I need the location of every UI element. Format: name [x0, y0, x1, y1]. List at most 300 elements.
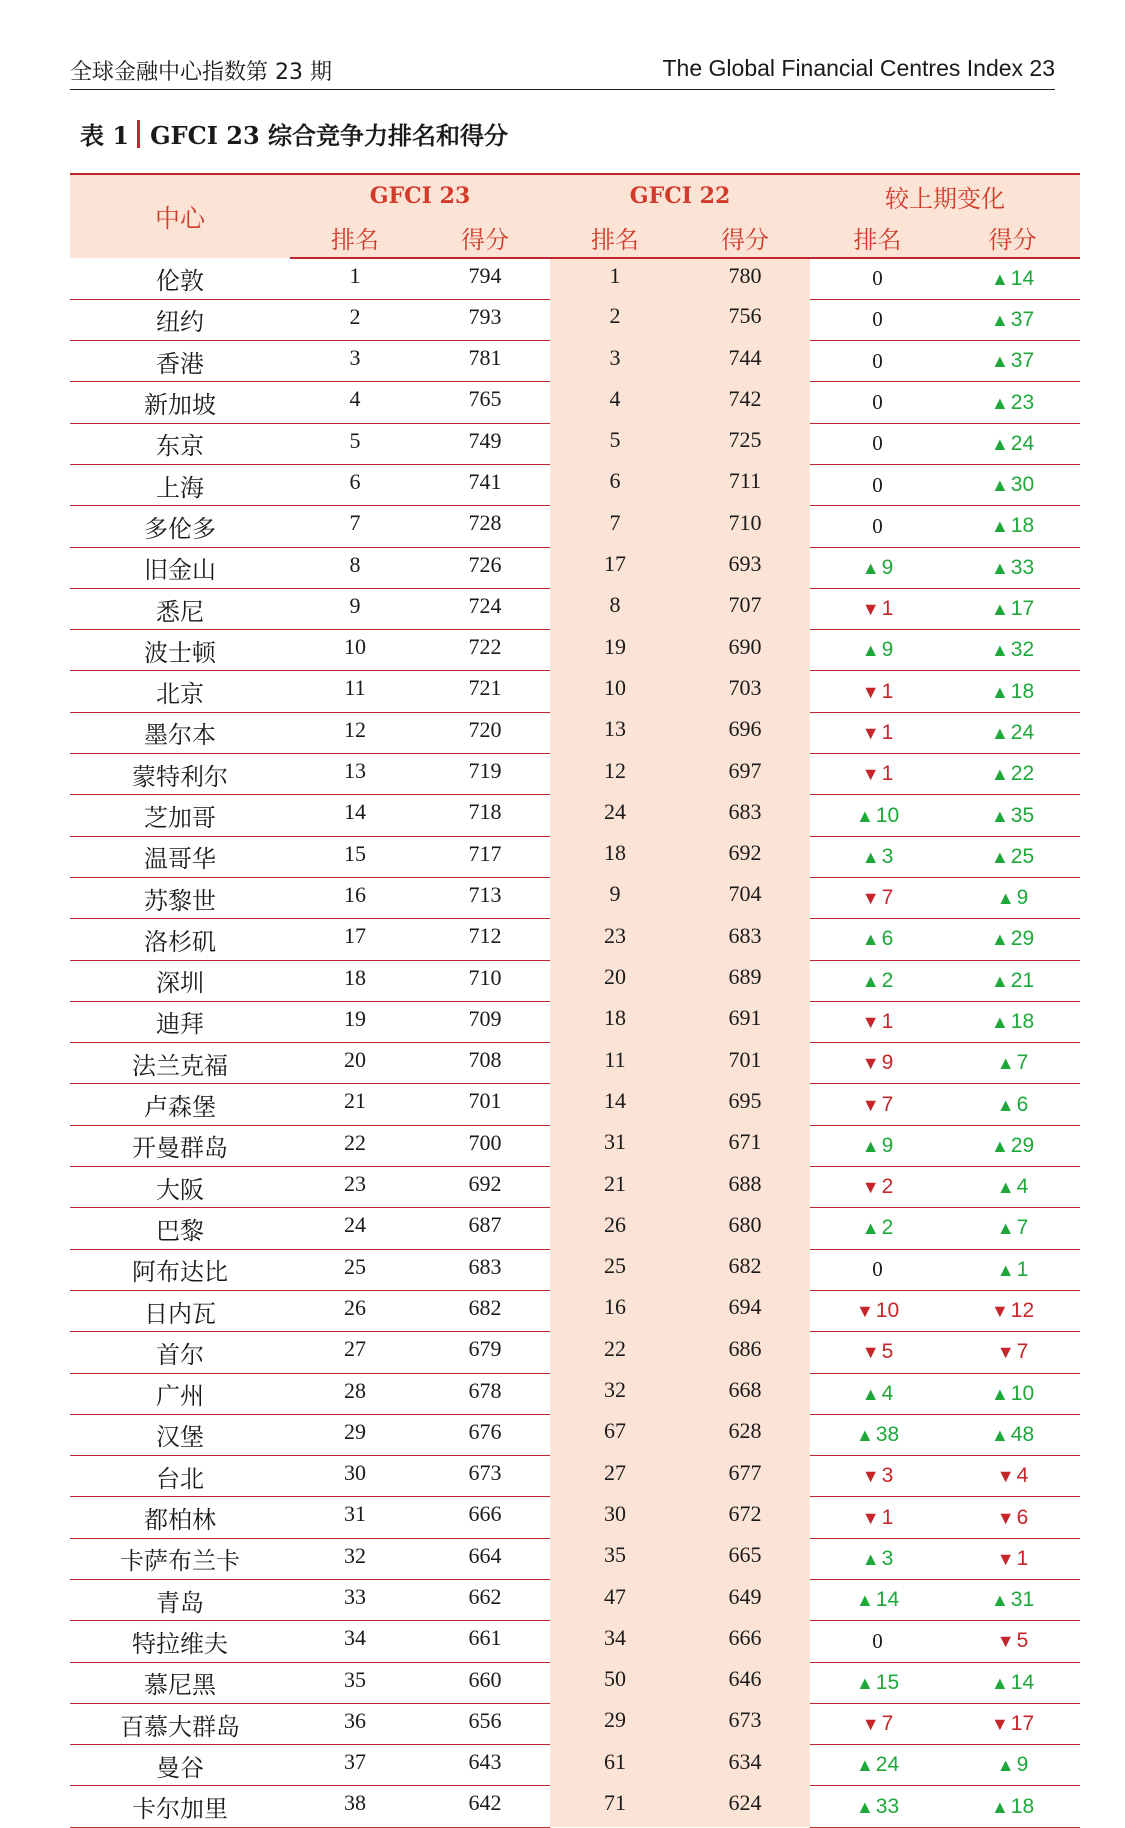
triangle-up-icon: ▲	[990, 475, 1009, 496]
rank-change	[810, 258, 945, 299]
table-row	[70, 877, 1080, 918]
rank-gfci22: 13	[550, 712, 680, 753]
triangle-up-icon: ▲	[861, 1218, 880, 1239]
score-gfci23: 683	[420, 1249, 550, 1290]
table-row	[70, 836, 1080, 877]
column-group-change: 较上期变化	[810, 174, 1080, 217]
center-name: 洛杉矶	[70, 919, 290, 960]
center-name: 大阪	[70, 1167, 290, 1208]
rank-change	[810, 671, 945, 712]
rank-gfci22: 19	[550, 630, 680, 671]
rank-gfci22: 17	[550, 547, 680, 588]
score-gfci22: 672	[680, 1497, 810, 1538]
table-header	[70, 174, 1080, 258]
table-row	[70, 1167, 1080, 1208]
rank-change-value: 9	[881, 1133, 894, 1157]
score-change-value: 23	[1010, 390, 1035, 414]
triangle-up-icon: ▲	[996, 1094, 1015, 1115]
triangle-up-icon: ▲	[990, 640, 1009, 661]
triangle-down-icon: ▼	[855, 1301, 874, 1322]
score-gfci22: 683	[680, 795, 810, 836]
triangle-up-icon: ▲	[996, 1053, 1015, 1074]
rank-gfci23: 26	[290, 1290, 420, 1331]
score-gfci23: 728	[420, 506, 550, 547]
rank-change-value: 0	[872, 472, 883, 497]
table-row	[70, 1414, 1080, 1455]
score-change-value: 35	[1010, 803, 1035, 827]
rank-change-value: 2	[881, 968, 894, 992]
rank-gfci22: 4	[550, 382, 680, 423]
score-change-value: 17	[1010, 1712, 1035, 1736]
rank-change-value: 3	[881, 1464, 894, 1488]
score-gfci22: 665	[680, 1538, 810, 1579]
rank-change	[810, 506, 945, 547]
score-gfci23: 678	[420, 1373, 550, 1414]
score-gfci23: 692	[420, 1167, 550, 1208]
triangle-up-icon: ▲	[861, 640, 880, 661]
score-change-value: 29	[1010, 1133, 1035, 1157]
center-name: 青岛	[70, 1580, 290, 1621]
table-row	[70, 671, 1080, 712]
score-change	[945, 1786, 1080, 1827]
rank-change	[810, 1703, 945, 1744]
rank-change-value: 15	[875, 1670, 900, 1694]
rank-gfci23: 36	[290, 1703, 420, 1744]
triangle-up-icon: ▲	[861, 557, 880, 578]
score-change-value: 7	[1016, 1340, 1029, 1364]
triangle-down-icon: ▼	[861, 1094, 880, 1115]
score-gfci22: 691	[680, 1001, 810, 1042]
rank-gfci23: 8	[290, 547, 420, 588]
triangle-up-icon: ▲	[990, 805, 1009, 826]
score-gfci23: 721	[420, 671, 550, 712]
table-row	[70, 754, 1080, 795]
table-row	[70, 1332, 1080, 1373]
rank-gfci23: 15	[290, 836, 420, 877]
rank-change-value: 2	[881, 1175, 894, 1199]
score-change	[945, 506, 1080, 547]
rank-gfci22: 32	[550, 1373, 680, 1414]
score-change	[945, 1167, 1080, 1208]
score-change-value: 6	[1016, 1505, 1029, 1529]
rank-gfci22: 29	[550, 1703, 680, 1744]
score-change-value: 33	[1010, 555, 1035, 579]
rank-change-value: 9	[881, 555, 894, 579]
triangle-up-icon: ▲	[855, 1590, 874, 1611]
triangle-up-icon: ▲	[990, 351, 1009, 372]
center-name: 阿布达比	[70, 1249, 290, 1290]
score-change	[945, 547, 1080, 588]
score-gfci22: 695	[680, 1084, 810, 1125]
table-body	[70, 258, 1080, 1827]
score-change-value: 24	[1010, 431, 1035, 455]
triangle-up-icon: ▲	[990, 722, 1009, 743]
column-header-center: 中心	[70, 174, 290, 258]
score-gfci22: 646	[680, 1662, 810, 1703]
table-row	[70, 1786, 1080, 1827]
rank-gfci23: 25	[290, 1249, 420, 1290]
score-change-value: 32	[1010, 638, 1035, 662]
triangle-up-icon: ▲	[990, 970, 1009, 991]
center-name: 卡萨布兰卡	[70, 1538, 290, 1579]
table-row	[70, 1001, 1080, 1042]
triangle-up-icon: ▲	[855, 1672, 874, 1693]
center-name: 香港	[70, 341, 290, 382]
rank-change	[810, 1538, 945, 1579]
center-name: 法兰克福	[70, 1043, 290, 1084]
center-name: 百慕大群岛	[70, 1703, 290, 1744]
rank-change	[810, 1043, 945, 1084]
triangle-up-icon: ▲	[990, 392, 1009, 413]
score-gfci23: 726	[420, 547, 550, 588]
rank-change	[810, 1373, 945, 1414]
triangle-down-icon: ▼	[990, 1714, 1009, 1735]
score-change-value: 22	[1010, 762, 1035, 786]
rank-change-value: 1	[881, 597, 894, 621]
rank-gfci22: 6	[550, 464, 680, 505]
score-change-value: 18	[1010, 679, 1035, 703]
rank-change-value: 1	[881, 1505, 894, 1529]
rank-change-value: 7	[881, 1712, 894, 1736]
triangle-up-icon: ▲	[861, 846, 880, 867]
score-change-value: 18	[1010, 1794, 1035, 1818]
score-change	[945, 712, 1080, 753]
table-row	[70, 1538, 1080, 1579]
rank-gfci22: 24	[550, 795, 680, 836]
table-row	[70, 1621, 1080, 1662]
rank-gfci23: 21	[290, 1084, 420, 1125]
score-gfci23: 661	[420, 1621, 550, 1662]
rank-gfci22: 3	[550, 341, 680, 382]
score-change-value: 9	[1016, 886, 1029, 910]
table-row	[70, 795, 1080, 836]
score-change-value: 12	[1010, 1299, 1035, 1323]
score-gfci23: 708	[420, 1043, 550, 1084]
header-title-cn: 全球金融中心指数第 23 期	[70, 60, 332, 85]
triangle-up-icon: ▲	[861, 929, 880, 950]
center-name: 卡尔加里	[70, 1786, 290, 1827]
table-row	[70, 712, 1080, 753]
triangle-up-icon: ▲	[990, 268, 1009, 289]
rank-gfci23: 22	[290, 1125, 420, 1166]
rank-change-value: 0	[872, 1257, 883, 1282]
triangle-up-icon: ▲	[990, 1383, 1009, 1404]
score-gfci23: 749	[420, 423, 550, 464]
rank-change-value: 9	[881, 638, 894, 662]
gfci-ranking-table	[70, 173, 1080, 1828]
score-change	[945, 630, 1080, 671]
rank-change-value: 2	[881, 1216, 894, 1240]
score-change	[945, 1621, 1080, 1662]
rank-gfci23: 17	[290, 919, 420, 960]
rank-change-value: 3	[881, 1546, 894, 1570]
triangle-up-icon: ▲	[990, 764, 1009, 785]
score-change	[945, 671, 1080, 712]
table-row	[70, 1662, 1080, 1703]
table-row	[70, 1580, 1080, 1621]
score-change-value: 24	[1010, 720, 1035, 744]
table-row	[70, 1703, 1080, 1744]
score-change-value: 48	[1010, 1422, 1035, 1446]
score-change	[945, 754, 1080, 795]
rank-gfci22: 2	[550, 299, 680, 340]
score-gfci23: 710	[420, 960, 550, 1001]
score-change-value: 6	[1016, 1092, 1029, 1116]
table-caption	[80, 116, 508, 151]
rank-change-value: 1	[881, 679, 894, 703]
triangle-down-icon: ▼	[996, 1342, 1015, 1363]
center-name: 汉堡	[70, 1414, 290, 1455]
center-name: 旧金山	[70, 547, 290, 588]
rank-change	[810, 588, 945, 629]
score-gfci22: 710	[680, 506, 810, 547]
triangle-down-icon: ▼	[861, 722, 880, 743]
rank-gfci23: 33	[290, 1580, 420, 1621]
score-change-value: 10	[1010, 1381, 1035, 1405]
triangle-up-icon: ▲	[855, 805, 874, 826]
rank-change-value: 24	[875, 1753, 900, 1777]
score-change-value: 25	[1010, 844, 1035, 868]
triangle-up-icon: ▲	[990, 846, 1009, 867]
rank-change	[810, 1332, 945, 1373]
score-gfci23: 701	[420, 1084, 550, 1125]
rank-gfci22: 5	[550, 423, 680, 464]
score-gfci23: 673	[420, 1456, 550, 1497]
score-gfci23: 765	[420, 382, 550, 423]
rank-change-value: 10	[875, 803, 900, 827]
score-change-value: 37	[1010, 307, 1035, 331]
rank-gfci23: 4	[290, 382, 420, 423]
score-gfci22: 671	[680, 1125, 810, 1166]
score-change	[945, 258, 1080, 299]
triangle-up-icon: ▲	[861, 1383, 880, 1404]
score-change-value: 21	[1010, 968, 1035, 992]
rank-gfci22: 26	[550, 1208, 680, 1249]
rank-change-value: 3	[881, 844, 894, 868]
column-header-score-22: 得分	[680, 217, 810, 258]
triangle-down-icon: ▼	[861, 1342, 880, 1363]
rank-gfci22: 30	[550, 1497, 680, 1538]
score-change-value: 18	[1010, 514, 1035, 538]
rank-gfci23: 34	[290, 1621, 420, 1662]
score-gfci22: 628	[680, 1414, 810, 1455]
center-name: 开曼群岛	[70, 1125, 290, 1166]
triangle-down-icon: ▼	[861, 1053, 880, 1074]
center-name: 悉尼	[70, 588, 290, 629]
table-row	[70, 1745, 1080, 1786]
score-change-value: 9	[1016, 1753, 1029, 1777]
triangle-down-icon: ▼	[990, 1301, 1009, 1322]
table-row	[70, 1290, 1080, 1331]
rank-gfci23: 16	[290, 877, 420, 918]
center-name: 慕尼黑	[70, 1662, 290, 1703]
score-gfci22: 688	[680, 1167, 810, 1208]
triangle-up-icon: ▲	[996, 888, 1015, 909]
center-name: 蒙特利尔	[70, 754, 290, 795]
score-change-value: 1	[1016, 1257, 1029, 1281]
rank-change	[810, 1745, 945, 1786]
score-change-value: 4	[1016, 1175, 1029, 1199]
score-gfci23: 722	[420, 630, 550, 671]
score-gfci22: 742	[680, 382, 810, 423]
center-name: 波士顿	[70, 630, 290, 671]
rank-gfci23: 11	[290, 671, 420, 712]
score-change	[945, 1001, 1080, 1042]
center-name: 迪拜	[70, 1001, 290, 1042]
rank-change-value: 0	[872, 513, 883, 538]
table-row	[70, 960, 1080, 1001]
score-change-value: 4	[1016, 1464, 1029, 1488]
rank-gfci22: 27	[550, 1456, 680, 1497]
score-gfci22: 624	[680, 1786, 810, 1827]
triangle-up-icon: ▲	[990, 929, 1009, 950]
score-gfci23: 664	[420, 1538, 550, 1579]
rank-gfci22: 20	[550, 960, 680, 1001]
score-gfci23: 719	[420, 754, 550, 795]
rank-gfci23: 12	[290, 712, 420, 753]
score-gfci22: 690	[680, 630, 810, 671]
score-change-value: 14	[1010, 266, 1035, 290]
triangle-down-icon: ▼	[861, 888, 880, 909]
score-gfci23: 700	[420, 1125, 550, 1166]
rank-gfci23: 29	[290, 1414, 420, 1455]
center-name: 苏黎世	[70, 877, 290, 918]
rank-gfci23: 6	[290, 464, 420, 505]
rank-gfci22: 9	[550, 877, 680, 918]
page-header	[70, 55, 1055, 90]
column-header-score-change: 得分	[945, 217, 1080, 258]
score-gfci23: 656	[420, 1703, 550, 1744]
triangle-down-icon: ▼	[861, 681, 880, 702]
center-name: 北京	[70, 671, 290, 712]
rank-gfci22: 18	[550, 836, 680, 877]
score-gfci23: 713	[420, 877, 550, 918]
score-gfci23: 712	[420, 919, 550, 960]
caption-separator	[137, 120, 140, 148]
rank-change	[810, 1125, 945, 1166]
triangle-down-icon: ▼	[861, 1011, 880, 1032]
score-gfci22: 704	[680, 877, 810, 918]
rank-gfci22: 11	[550, 1043, 680, 1084]
triangle-down-icon: ▼	[861, 1466, 880, 1487]
rank-change-value: 0	[872, 266, 883, 291]
score-change	[945, 464, 1080, 505]
rank-gfci23: 5	[290, 423, 420, 464]
score-gfci22: 694	[680, 1290, 810, 1331]
triangle-down-icon: ▼	[996, 1466, 1015, 1487]
center-name: 日内瓦	[70, 1290, 290, 1331]
triangle-up-icon: ▲	[861, 1548, 880, 1569]
score-change	[945, 1414, 1080, 1455]
score-gfci22: 707	[680, 588, 810, 629]
center-name: 广州	[70, 1373, 290, 1414]
rank-gfci22: 25	[550, 1249, 680, 1290]
score-gfci22: 692	[680, 836, 810, 877]
triangle-up-icon: ▲	[990, 1424, 1009, 1445]
score-gfci23: 682	[420, 1290, 550, 1331]
rank-gfci23: 38	[290, 1786, 420, 1827]
score-gfci22: 686	[680, 1332, 810, 1373]
rank-gfci23: 2	[290, 299, 420, 340]
rank-gfci22: 16	[550, 1290, 680, 1331]
triangle-down-icon: ▼	[861, 1177, 880, 1198]
rank-change-value: 0	[872, 307, 883, 332]
rank-change-value: 6	[881, 927, 894, 951]
rank-gfci22: 22	[550, 1332, 680, 1373]
triangle-up-icon: ▲	[996, 1177, 1015, 1198]
score-gfci22: 693	[680, 547, 810, 588]
triangle-up-icon: ▲	[990, 309, 1009, 330]
rank-gfci22: 1	[550, 258, 680, 299]
score-gfci22: 697	[680, 754, 810, 795]
triangle-up-icon: ▲	[990, 1135, 1009, 1156]
rank-gfci23: 10	[290, 630, 420, 671]
score-change	[945, 1249, 1080, 1290]
column-header-rank-change: 排名	[810, 217, 945, 258]
score-gfci22: 696	[680, 712, 810, 753]
rank-change	[810, 836, 945, 877]
column-header-rank-22: 排名	[550, 217, 680, 258]
rank-change	[810, 1414, 945, 1455]
score-gfci22: 673	[680, 1703, 810, 1744]
score-gfci23: 679	[420, 1332, 550, 1373]
score-change-value: 31	[1010, 1588, 1035, 1612]
score-gfci22: 668	[680, 1373, 810, 1414]
score-change-value: 37	[1010, 349, 1035, 373]
rank-change-value: 10	[875, 1299, 900, 1323]
triangle-up-icon: ▲	[855, 1424, 874, 1445]
triangle-up-icon: ▲	[990, 557, 1009, 578]
triangle-up-icon: ▲	[996, 1259, 1015, 1280]
score-gfci22: 682	[680, 1249, 810, 1290]
score-change	[945, 1497, 1080, 1538]
rank-change-value: 0	[872, 348, 883, 373]
score-change	[945, 1043, 1080, 1084]
score-gfci23: 642	[420, 1786, 550, 1827]
score-gfci22: 725	[680, 423, 810, 464]
rank-gfci22: 14	[550, 1084, 680, 1125]
rank-change-value: 1	[881, 720, 894, 744]
score-gfci23: 794	[420, 258, 550, 299]
table-title: GFCI 23 综合竞争力排名和得分	[150, 121, 509, 150]
triangle-up-icon: ▲	[990, 433, 1009, 454]
table-row	[70, 464, 1080, 505]
score-change	[945, 1125, 1080, 1166]
rank-change	[810, 1249, 945, 1290]
score-change-value: 30	[1010, 473, 1035, 497]
table-row	[70, 1456, 1080, 1497]
rank-gfci22: 47	[550, 1580, 680, 1621]
center-name: 曼谷	[70, 1745, 290, 1786]
triangle-up-icon: ▲	[990, 681, 1009, 702]
rank-gfci23: 28	[290, 1373, 420, 1414]
score-gfci23: 720	[420, 712, 550, 753]
rank-change	[810, 630, 945, 671]
center-name: 东京	[70, 423, 290, 464]
score-change	[945, 1332, 1080, 1373]
rank-gfci22: 8	[550, 588, 680, 629]
score-gfci23: 717	[420, 836, 550, 877]
rank-change-value: 0	[872, 1628, 883, 1653]
center-name: 都柏林	[70, 1497, 290, 1538]
score-change	[945, 1662, 1080, 1703]
table-row	[70, 382, 1080, 423]
column-header-score-23: 得分	[420, 217, 550, 258]
center-name: 卢森堡	[70, 1084, 290, 1125]
score-gfci22: 701	[680, 1043, 810, 1084]
table-row	[70, 919, 1080, 960]
triangle-down-icon: ▼	[861, 1507, 880, 1528]
